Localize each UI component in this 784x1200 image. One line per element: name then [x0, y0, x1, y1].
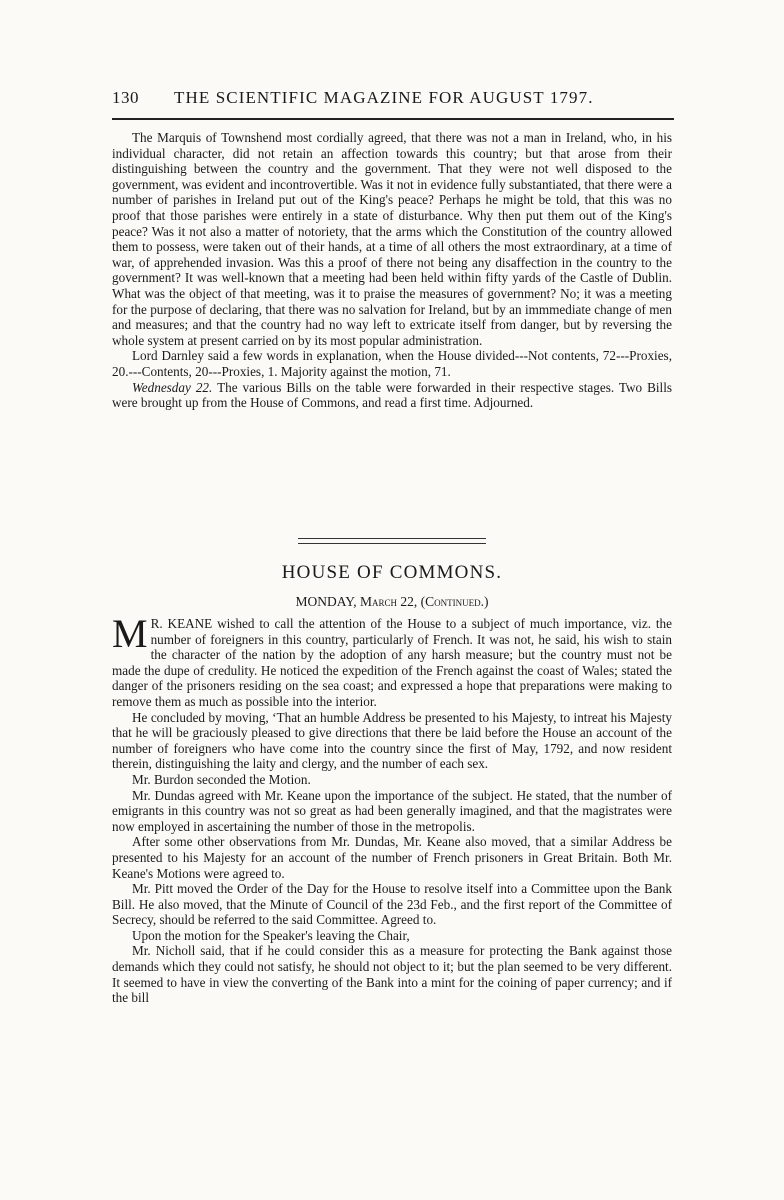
dateline: MONDAY, March 22, (Continued.)	[295, 594, 489, 609]
header-rule	[112, 118, 674, 120]
page-header	[112, 88, 672, 112]
section-divider-rule	[298, 538, 486, 544]
wednesday-paragraph	[112, 380, 672, 411]
keane-text: R. KEANE wished to call the attention of the House to a subject of much importance, viz. the number of foreigners in this country, particularly of French. It was not, he said, his wish to stain the character of the nation by the adoption of any harsh measure; but the country must not be made the dupe of credulity. He noticed the expedition of the French against the coast of Wales; stated the danger of the prisoners residing on the sea coast; and expressed a hope that preparations were making to remove them as much as possible into the interior.	[112, 616, 672, 709]
house-of-commons-report	[112, 611, 672, 1006]
motion-paragraph: He concluded by moving, ‘That an humble Address be presented to his Majesty, to intreat his Majesty that he will be graciously pleased to give directions that there be laid before the House an account of the number of foreigners who have come into the country since the first of May, 1792, and now resident therein, distinguishing the laity and clergy, and the number of each sex.	[112, 709, 672, 772]
section-title: HOUSE OF COMMONS.	[281, 562, 503, 583]
darnley-paragraph: Lord Darnley said a few words in explanation, when the House divided---Not contents, 72---Proxies, 20.---Contents, 20---Proxies, 1. Majority against the motion, 71.	[112, 348, 672, 379]
burdon-paragraph: Mr. Burdon seconded the Motion.	[132, 771, 311, 787]
wednesday-text: The various Bills on the table were forwarded in their respective stages. Two Bills were brought up from the House of Commons, and read a first time. Adjourned.	[112, 379, 673, 411]
speaker-paragraph: Upon the motion for the Speaker's leaving the Chair,	[132, 927, 410, 943]
page-number: 130	[112, 88, 139, 107]
wednesday-label: Wednesday 22.	[132, 379, 213, 395]
nicholl-paragraph: Mr. Nicholl said, that if he could consider this as a measure for protecting the Bank against those demands which they could not satisfy, he should not object to it; but the plan seemed to be very different. It seemed to have in view the converting of the Bank into a mint for the coining of paper currency; and if the bill	[112, 943, 672, 1006]
observations-paragraph: After some other observations from Mr. Dundas, Mr. Keane also moved, that a similar Address be presented to his Majesty for an account of the number of French prisoners in Great Britain. Both Mr. Keane's Motions were agreed to.	[112, 834, 672, 881]
townshend-paragraph: The Marquis of Townshend most cordially agreed, that there was not a man in Ireland, who, in his individual character, did not retain an affection towards this country; but that arose from their distinguishing between the country and the government. That they were not well disposed to the government, was evident and incontrovertible. Was it not in evidence fully substantiated, that there were a number of parishes in Ireland put out of the King's peace? Perhaps he might be told, that this was no proof that those parishes were entirely in a state of disturbance. Why then put them out of the King's peace? Was it not also a matter of notoriety, that the arms which the Constitution of the country allowed them to possess, were taken out of their hands, at a time of all others the most extraordinary, at a time of war, of apprehended invasion. Was this a proof of there not being any disaffection in the country to the government? It was well-known that a meeting had been held within fifty yards of the Castle of Dublin. What was the object of that meeting, was it to praise the measures of government? No; it was a meeting for the purpose of declaring, that there was no salvation for Ireland, but by an immmediate change of men and measures; and that the country had no way left to extricate itself from danger, but by reversing the whole system at present carried on by its most popular administration.	[112, 130, 672, 348]
drop-cap: M	[112, 611, 148, 656]
keane-paragraph	[112, 611, 672, 710]
house-of-lords-report	[112, 130, 672, 411]
pitt-paragraph: Mr. Pitt moved the Order of the Day for the House to resolve itself into a Committee upon the Bank Bill. He also moved, that the Minute of Council of the 23d Feb., and the first report of the Committee of Secrecy, should be referred to the said Committee. Agreed to.	[112, 881, 672, 928]
running-head: THE SCIENTIFIC MAGAZINE FOR AUGUST 1797.	[174, 88, 594, 107]
dundas-paragraph: Mr. Dundas agreed with Mr. Keane upon the importance of the subject. He stated, that the number of emigrants in this country was not so great as had been generally imagined, and that the magistrates were now employed in ascertaining the number of those in the metropolis.	[112, 787, 672, 834]
